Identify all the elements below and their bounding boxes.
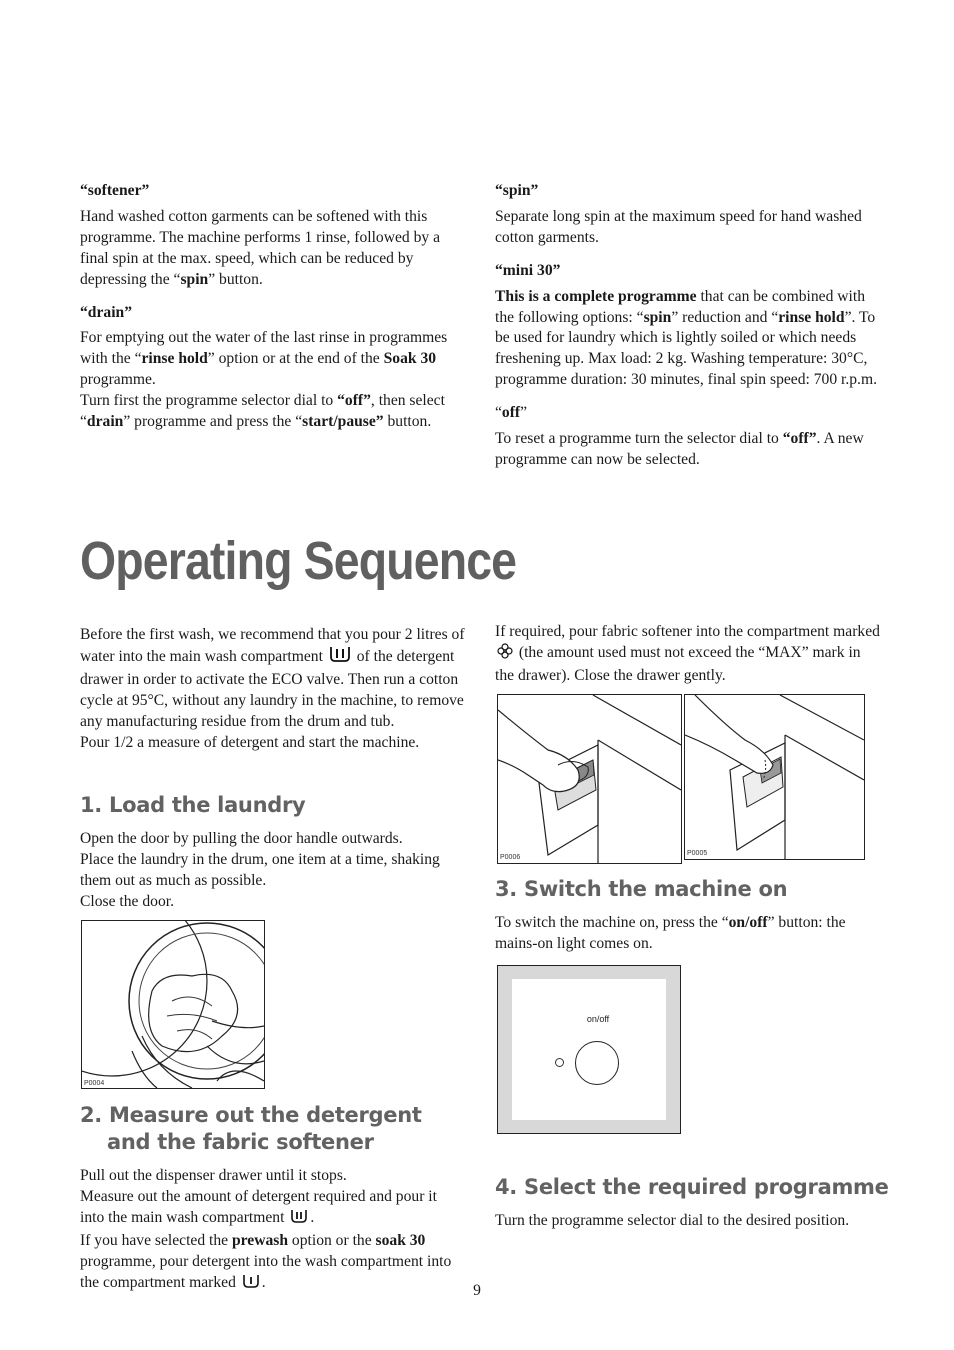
image-code: P0004 — [84, 1080, 105, 1087]
drain-heading: “drain” — [80, 303, 132, 321]
drain-body: For emptying out the water of the last rinse in programmes with the “rinse hold” option or at the end of the Soak 30 programme. — [80, 329, 448, 389]
main-wash-compartment-icon — [329, 646, 351, 670]
step2-heading — [80, 1102, 422, 1156]
step1-text — [80, 829, 465, 913]
softener-instructions — [495, 622, 880, 687]
programme-notes-left — [80, 181, 465, 433]
step2-line1: Pull out the dispenser drawer until it stops. — [80, 1167, 347, 1184]
drawer-illustration-left — [497, 694, 682, 864]
step4-text — [495, 1211, 895, 1232]
flower-softener-icon — [497, 643, 513, 666]
main-wash-compartment-icon — [290, 1209, 308, 1231]
step3-heading: 3. Switch the machine on — [495, 877, 788, 901]
mini30-heading: “mini 30” — [495, 261, 561, 279]
intro-paragraph: Before the first wash, we recommend that you pour 2 litres of water into the main wash compartment of the detergent drawer in order to activate the ECO valve. Then run a cotton cycle at 95°C, without any laundry in the machine, to remove any manufacturing residue from the drum and tub. — [80, 626, 465, 730]
step2-line3: If you have selected the prewash option or the soak 30 programme, pour detergent into the wash compartment into the compartment marked . — [80, 1231, 465, 1296]
intro-detergent-note: Pour 1/2 a measure of detergent and start the machine. — [80, 733, 420, 751]
step2-heading-line1: 2. Measure out the detergent — [80, 1103, 422, 1127]
on-off-button — [575, 1041, 619, 1085]
step1-heading: 1. Load the laundry — [80, 793, 306, 817]
control-panel-illustration — [497, 965, 681, 1134]
image-code: P0005 — [687, 850, 708, 857]
page-number: 9 — [473, 1282, 481, 1299]
mini30-body: This is a complete programme that can be combined with the following options: “spin” reduction and “rinse hold”. To be used for laundry which is lightly soiled or which needs freshening up. Max load: 2 kg. Washing temperature: 30°C, programme duration: 30 minutes, final spin speed: 700 r.p.m. — [495, 287, 877, 389]
on-off-label: on/off — [586, 1014, 610, 1024]
step1-line: Place the laundry in the drum, one item at a time, shaking them out as much as possible. — [80, 850, 440, 889]
off-body: To reset a programme turn the selector dial to “off”. A new programme can now be selected. — [495, 430, 864, 468]
step3-text — [495, 913, 880, 955]
step4-heading: 4. Select the required programme — [495, 1175, 889, 1199]
step4-body: Turn the programme selector dial to the desired position. — [495, 1212, 850, 1229]
drawer-illustration-right — [684, 694, 865, 860]
step2-line2: Measure out the amount of detergent required and pour it into the main wash compartment . — [80, 1187, 465, 1231]
intro-text — [80, 625, 465, 753]
step1-line: Close the door. — [80, 892, 174, 910]
softener-body: Hand washed cotton garments can be softened with this programme. The machine performs 1 rinse, followed by a final spin at the max. speed, which can be reduced by depressing the “spin” button. — [80, 207, 440, 288]
softener-paragraph: If required, pour fabric softener into the compartment marked (the amount used must not exceed the “MAX” mark in the drawer). Close the drawer gently. — [495, 623, 880, 684]
image-code: P0006 — [500, 854, 521, 861]
spin-heading: “spin” — [495, 182, 539, 199]
step1-line: Open the door by pulling the door handle outwards. — [80, 830, 403, 847]
softener-heading: “softener” — [80, 182, 150, 199]
spin-body: Separate long spin at the maximum speed for hand washed cotton garments. — [495, 207, 862, 246]
mains-on-light — [555, 1058, 564, 1067]
off-heading: “off” — [495, 404, 528, 422]
step2-heading-line2: and the fabric softener — [107, 1130, 374, 1154]
step3-body: To switch the machine on, press the “on/off” button: the mains-on light comes on. — [495, 914, 846, 952]
page-title: Operating Sequence — [80, 531, 517, 591]
control-panel-face — [512, 979, 666, 1120]
drain-instructions: Turn first the programme selector dial to “off”, then select “drain” programme and press the “start/pause” button. — [80, 392, 445, 431]
loading-laundry-illustration — [81, 920, 265, 1089]
programme-notes-right — [495, 181, 880, 471]
step2-text — [80, 1166, 465, 1295]
